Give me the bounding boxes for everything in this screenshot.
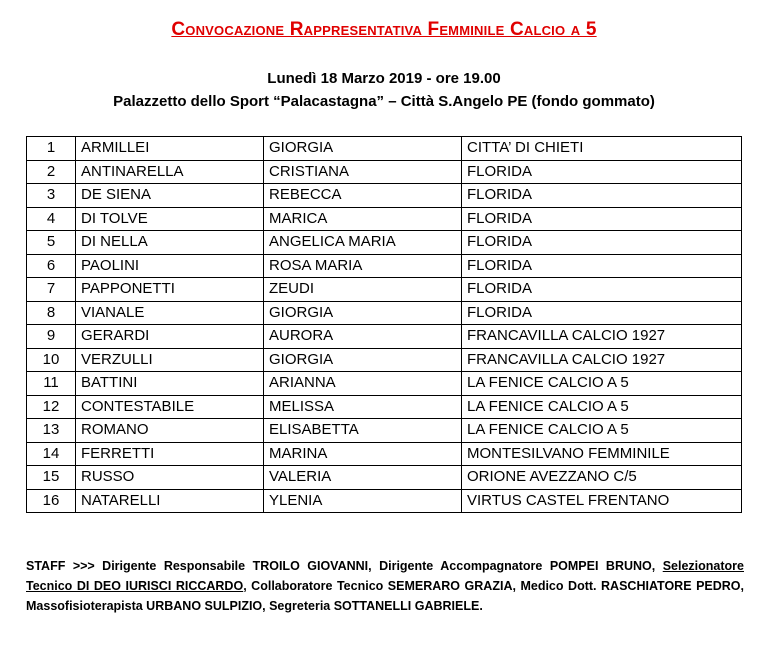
player-name: MARINA	[264, 442, 462, 466]
table-row	[27, 301, 742, 325]
player-surname: ANTINARELLA	[76, 160, 264, 184]
player-club: MONTESILVANO FEMMINILE	[462, 442, 742, 466]
player-surname: DI NELLA	[76, 231, 264, 255]
table-row	[27, 489, 742, 513]
table-row	[27, 160, 742, 184]
player-surname: VERZULLI	[76, 348, 264, 372]
venue-line: Palazzetto dello Sport “Palacastagna” – Città S.Angelo PE (fondo gommato)	[113, 93, 655, 110]
player-name: AURORA	[264, 325, 462, 349]
player-club: LA FENICE CALCIO A 5	[462, 395, 742, 419]
table-row	[27, 184, 742, 208]
player-number: 12	[27, 395, 76, 419]
player-surname: PAOLINI	[76, 254, 264, 278]
player-name: GIORGIA	[264, 137, 462, 161]
player-name: MELISSA	[264, 395, 462, 419]
player-surname: DE SIENA	[76, 184, 264, 208]
table-row	[27, 278, 742, 302]
player-number: 10	[27, 348, 76, 372]
table-row	[27, 395, 742, 419]
player-number: 16	[27, 489, 76, 513]
player-club: FLORIDA	[462, 184, 742, 208]
player-surname: ARMILLEI	[76, 137, 264, 161]
player-number: 7	[27, 278, 76, 302]
player-club: CITTA’ DI CHIETI	[462, 137, 742, 161]
player-name: YLENIA	[264, 489, 462, 513]
player-surname: CONTESTABILE	[76, 395, 264, 419]
player-name: ELISABETTA	[264, 419, 462, 443]
player-number: 6	[27, 254, 76, 278]
document-title: Convocazione Rappresentativa Femminile Calcio a 5	[171, 19, 597, 40]
player-name: ROSA MARIA	[264, 254, 462, 278]
player-surname: DI TOLVE	[76, 207, 264, 231]
player-number: 13	[27, 419, 76, 443]
table-row	[27, 207, 742, 231]
staff-text-1: STAFF >>> Dirigente Responsabile TROILO GIOVANNI, Dirigente Accompagnatore POMPEI BRUNO,	[26, 559, 663, 573]
player-name: ARIANNA	[264, 372, 462, 396]
player-name: GIORGIA	[264, 348, 462, 372]
player-name: MARICA	[264, 207, 462, 231]
player-name: REBECCA	[264, 184, 462, 208]
player-name: GIORGIA	[264, 301, 462, 325]
player-surname: ROMANO	[76, 419, 264, 443]
player-club: VIRTUS CASTEL FRENTANO	[462, 489, 742, 513]
player-club: FLORIDA	[462, 254, 742, 278]
player-club: FLORIDA	[462, 278, 742, 302]
player-name: CRISTIANA	[264, 160, 462, 184]
player-number: 11	[27, 372, 76, 396]
player-club: FLORIDA	[462, 207, 742, 231]
player-number: 8	[27, 301, 76, 325]
player-club: LA FENICE CALCIO A 5	[462, 419, 742, 443]
player-club: FLORIDA	[462, 160, 742, 184]
player-club: FLORIDA	[462, 301, 742, 325]
player-number: 1	[27, 137, 76, 161]
player-surname: NATARELLI	[76, 489, 264, 513]
player-surname: FERRETTI	[76, 442, 264, 466]
player-number: 5	[27, 231, 76, 255]
player-number: 2	[27, 160, 76, 184]
player-number: 15	[27, 466, 76, 490]
table-row	[27, 254, 742, 278]
table-row	[27, 466, 742, 490]
player-number: 14	[27, 442, 76, 466]
staff-text-underlined: Selezionatore Tecnico DI DEO IURISCI RICCARDO	[26, 559, 744, 593]
player-surname: PAPPONETTI	[76, 278, 264, 302]
staff-text-2: , Collaboratore Tecnico SEMERARO GRAZIA, Medico Dott. RASCHIATORE PEDRO, Massofisioterapista URBANO SULPIZIO, Segreteria SOTTANELLI GABRIELE.	[26, 579, 744, 613]
table-row	[27, 419, 742, 443]
table-row	[27, 442, 742, 466]
table-row	[27, 372, 742, 396]
player-club: FLORIDA	[462, 231, 742, 255]
player-name: ANGELICA MARIA	[264, 231, 462, 255]
player-club: FRANCAVILLA CALCIO 1927	[462, 348, 742, 372]
player-number: 3	[27, 184, 76, 208]
staff-paragraph	[26, 556, 744, 616]
player-name: ZEUDI	[264, 278, 462, 302]
player-surname: VIANALE	[76, 301, 264, 325]
player-club: LA FENICE CALCIO A 5	[462, 372, 742, 396]
player-name: VALERIA	[264, 466, 462, 490]
player-surname: GERARDI	[76, 325, 264, 349]
players-table	[26, 136, 742, 513]
date-line: Lunedì 18 Marzo 2019 - ore 19.00	[267, 70, 501, 87]
player-number: 9	[27, 325, 76, 349]
player-surname: RUSSO	[76, 466, 264, 490]
table-row	[27, 348, 742, 372]
player-club: ORIONE AVEZZANO C/5	[462, 466, 742, 490]
table-row	[27, 325, 742, 349]
table-row	[27, 137, 742, 161]
player-surname: BATTINI	[76, 372, 264, 396]
table-row	[27, 231, 742, 255]
player-number: 4	[27, 207, 76, 231]
player-club: FRANCAVILLA CALCIO 1927	[462, 325, 742, 349]
